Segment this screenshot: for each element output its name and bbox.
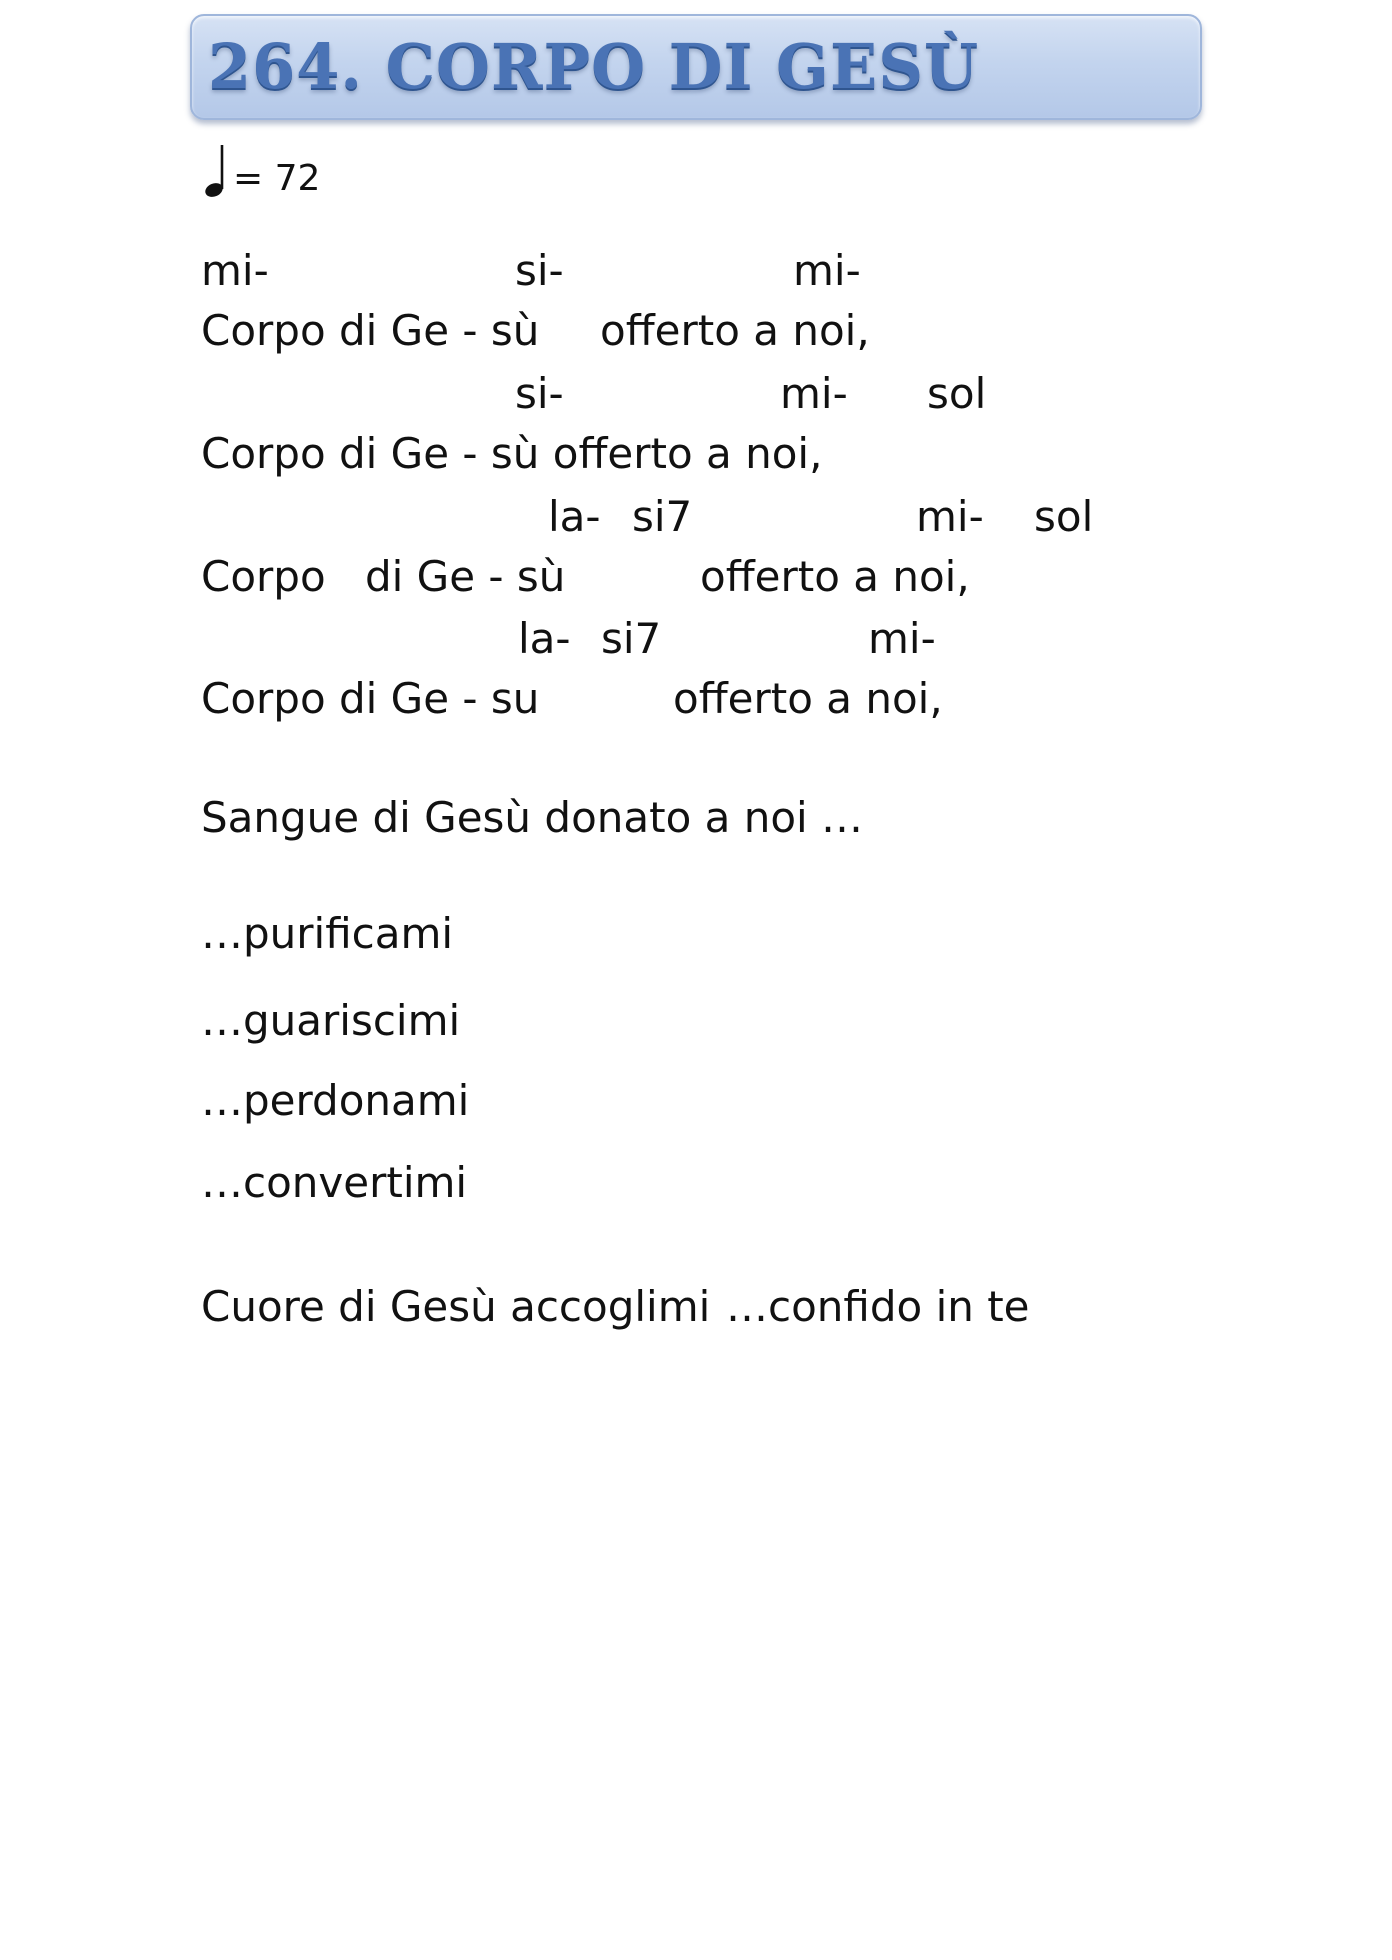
invocation-line: …convertimi	[201, 1158, 468, 1207]
invocation-line: …perdonami	[201, 1076, 470, 1125]
lyric-segment: offerto a noi,	[673, 674, 943, 723]
chord: sol	[1034, 492, 1094, 541]
lyric-segment: Corpo	[201, 552, 326, 601]
lyric-segment: Corpo di Ge - su	[201, 674, 540, 723]
page-title: 264. CORPO DI GESÙ	[208, 30, 980, 103]
chord: mi-	[916, 492, 984, 541]
lyric-segment: Corpo di Ge - sù	[201, 306, 540, 355]
chord: si7	[601, 614, 662, 663]
lyric-segment: di Ge - sù	[365, 552, 566, 601]
invocation-line: …purificami	[201, 909, 454, 958]
chord: sol	[927, 369, 987, 418]
chord: mi-	[201, 246, 269, 295]
chord: mi-	[780, 369, 848, 418]
quarter-note-icon	[203, 143, 227, 199]
chord: mi-	[793, 246, 861, 295]
chord: mi-	[868, 614, 936, 663]
chord: la-	[548, 492, 601, 541]
second-verse-line: Sangue di Gesù donato a noi …	[201, 793, 864, 842]
lyric-segment: offerto a noi,	[600, 306, 870, 355]
title-banner	[190, 14, 1202, 120]
chord: si-	[515, 369, 564, 418]
lyric-line: Corpo di Ge - sù offerto a noi,	[201, 429, 823, 478]
invocation-line: …guariscimi	[201, 996, 461, 1045]
lyric-segment: offerto a noi,	[700, 552, 970, 601]
tempo-text: = 72	[233, 158, 321, 199]
tempo-marking	[203, 143, 320, 199]
chord: si7	[632, 492, 693, 541]
closing-line-response: …confido in te	[726, 1282, 1030, 1331]
chord: si-	[515, 246, 564, 295]
chord: la-	[518, 614, 571, 663]
closing-line: Cuore di Gesù accoglimi	[201, 1282, 711, 1331]
